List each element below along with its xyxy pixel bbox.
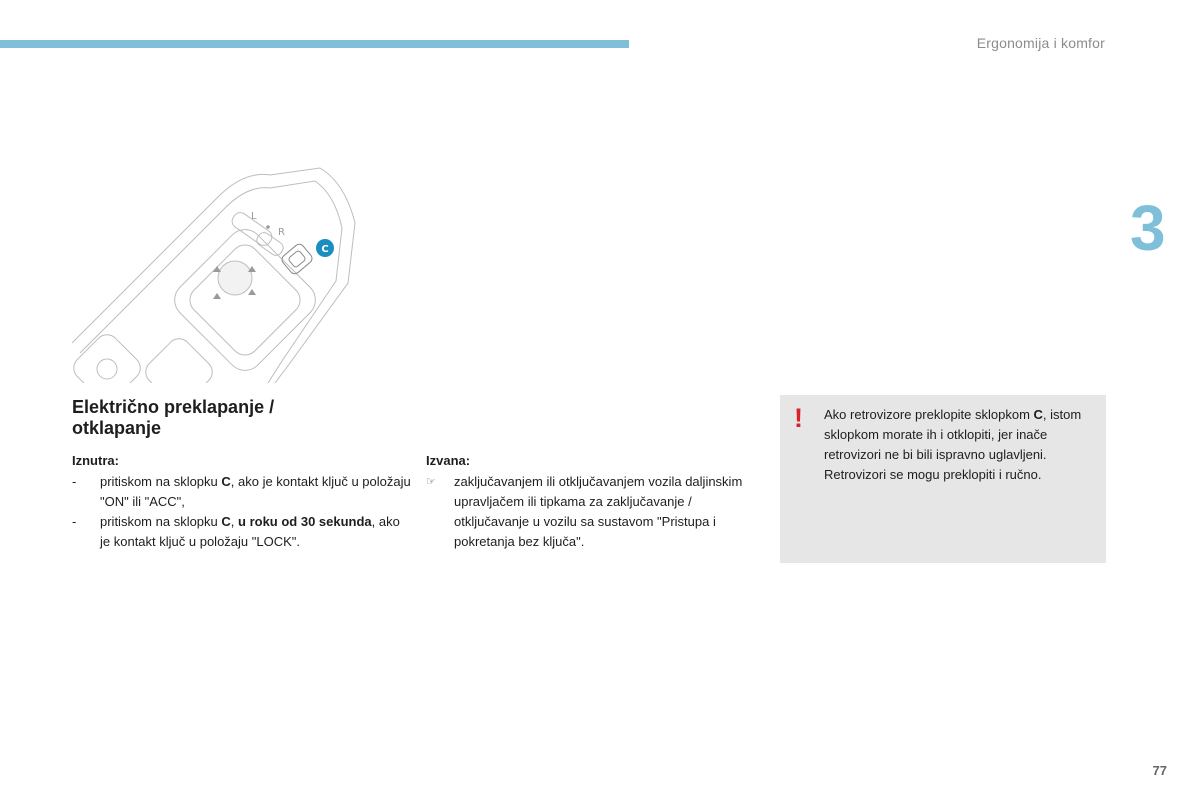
chapter-number: 3 xyxy=(1130,192,1166,264)
page-number: 77 xyxy=(1152,763,1167,778)
outside-column xyxy=(426,451,746,552)
body-text: , xyxy=(230,514,239,529)
selector-right-label: R xyxy=(278,227,285,238)
warning-box xyxy=(780,395,1106,563)
list-item xyxy=(426,472,746,552)
section-heading: Električno preklapanje / otklapanje xyxy=(72,397,275,438)
body-text: pritiskom na sklopku xyxy=(100,474,222,489)
warning-paragraph xyxy=(824,405,1094,465)
emphasis-text: u roku od 30 sekunda xyxy=(238,514,372,529)
outside-title: Izvana: xyxy=(426,453,471,468)
list-bullet: - xyxy=(72,474,77,489)
outside-list xyxy=(426,472,746,552)
callout-label: C xyxy=(321,244,329,255)
list-item xyxy=(72,512,412,552)
list-bullet: - xyxy=(72,514,77,529)
body-text: zaključavanjem ili otključavanjem vozila daljinskim upravljačem ili tipkama za zaključavanje / otključavanje u vozilu sa sustavom "Pristupa i pokretanja bez ključa". xyxy=(454,474,743,549)
list-item-text xyxy=(454,474,742,549)
body-text: pritiskom na sklopku xyxy=(100,514,222,529)
warning-note: Retrovizori se mogu preklopiti i ručno. xyxy=(824,467,1042,482)
emphasis-text: C xyxy=(221,514,231,529)
body-text: Ako retrovizore preklopite sklopkom xyxy=(824,407,1034,422)
inside-title: Iznutra: xyxy=(72,453,119,468)
list-item xyxy=(72,472,412,512)
body-text: , ako je kontakt ključ u položaju "ON" ili "ACC", xyxy=(100,474,411,509)
emphasis-text: C xyxy=(1033,407,1043,422)
warning-text xyxy=(824,405,1094,485)
inside-list xyxy=(72,472,412,552)
body-text: , ako je kontakt ključ u položaju "LOCK". xyxy=(100,514,400,549)
warning-icon: ! xyxy=(794,403,803,433)
header-accent-bar xyxy=(0,40,629,48)
inside-column xyxy=(72,451,412,552)
section-title: Ergonomija i komfor xyxy=(976,35,1105,51)
pointing-hand-icon: ☞ xyxy=(426,476,436,488)
list-item-text xyxy=(100,514,400,549)
selector-left-label: L xyxy=(251,211,257,222)
emphasis-text: C xyxy=(221,474,231,489)
list-item-text xyxy=(100,474,411,509)
mirror-control-illustration xyxy=(70,163,370,383)
body-text: , istom sklopkom morate ih i otklopiti, jer inače retrovizori ne bi bili ispravno uglavljeni. xyxy=(824,407,1082,462)
